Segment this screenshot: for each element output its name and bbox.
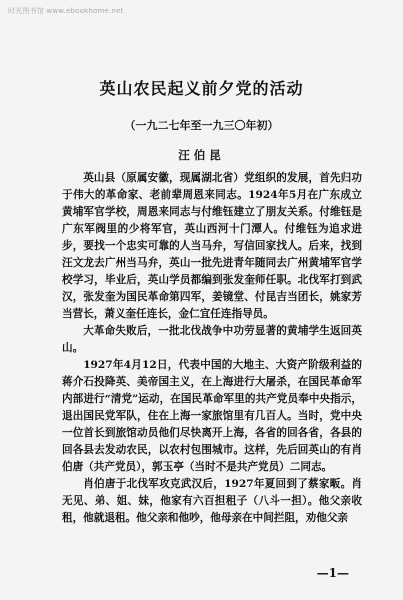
page-number: —1— (316, 566, 349, 580)
watermark-text: 时光图书馆 www.ebookhome.net (8, 7, 124, 15)
article-body (62, 170, 362, 527)
paragraph-1: 英山县（原属安徽，现属湖北省）党组织的发展，首先归功于伟大的革命家、老前辈周恩来同志。1924年5月在广东成立黄埔军官学校，周恩来同志与付维钰建立了朋友关系。付维钰是广东军阀里的少将军官，英山西河十门潭人。付维钰为追求进步，要找一个忠实可靠的人当马弁，写信回家找人。后来，找到汪文龙去广州当马弁，英山一批先进青年随同去广州黄埔军官学校学习，毕业后，英山学员都编到张发奎师任职。北伐军打到武汉，张发奎为国民革命第四军，姜镜堂、付昆吉当团长，姚家芳当营长，萧义奎任连长，金仁宜任连指导员。 (62, 172, 362, 320)
page-subtitle: （一九二七年至一九三〇年初） (124, 119, 279, 132)
paragraph-2: 大革命失败后，一批北伐战争中功劳显著的黄埔学生返回英山。 (62, 325, 362, 354)
author-name: 汪伯昆 (178, 148, 225, 162)
page-title: 英山农民起义前夕党的活动 (99, 79, 304, 98)
paragraph-4: 肖伯唐于北伐军攻克武汉后，1927年夏回到了蔡家畈。肖无见、弟、姐、妹，他家有六百担租子（八斗一担）。他父亲收租，他就退租。他父亲和他吵，他母亲在中间拦阻，劝他父亲 (62, 478, 362, 524)
paragraph-3: 1927年4月12日，代表中国的大地主、大资产阶级利益的蒋介石投降英、美帝国主义，在上海进行大屠杀，在国民革命军内部进行“清党”运动，在国民革命军里的共产党员奉中央指示，退出国民党军队，住在上海一家旅馆里有几百人。当时，党中央一位首长到旅馆动员他们尽快离开上海，各省的回各省，各县的回各县去发动农民，以农村包围城市。这样，先后回英山的有肖伯唐（共产党员），郭玉亭（当时不是共产党员）二同志。 (62, 359, 362, 473)
